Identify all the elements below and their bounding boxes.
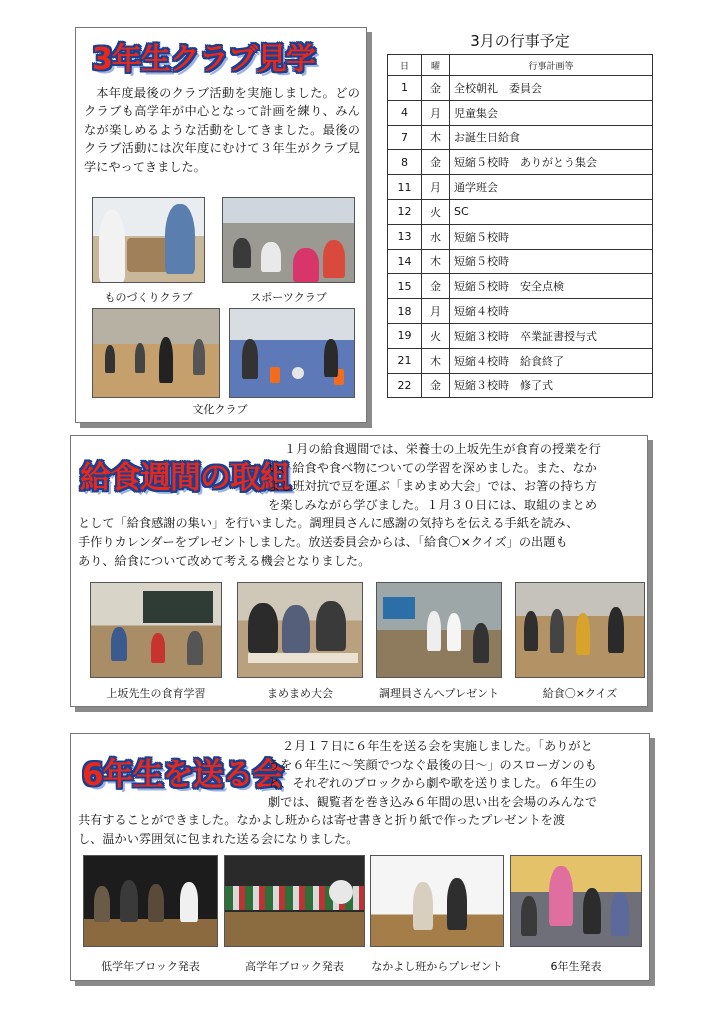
schedule-weekday: 月 — [422, 299, 450, 324]
schedule-day: 14 — [388, 249, 422, 274]
farewell-body-line: 劇では、観覧者を巻き込み６年間の思い出を会場のみんなで — [268, 794, 598, 809]
schedule-day: 1 — [388, 76, 422, 101]
table-row — [388, 175, 653, 200]
schedule-weekday: 水 — [422, 224, 450, 249]
photo-sports-club — [222, 197, 355, 283]
lunch-body-line: として「給食感謝の集い」を行いました。調理員さんに感謝の気持ちを伝える手紙を読み、 — [78, 516, 579, 531]
schedule-weekday: 木 — [422, 249, 450, 274]
lunch-body-line: １月の給食週間では、栄養士の上坂先生が食育の授業を行 — [284, 442, 601, 456]
photo-lunch-quiz — [515, 582, 645, 678]
caption-sports-club: スポーツクラブ — [250, 291, 327, 304]
schedule-weekday: 木 — [422, 348, 450, 373]
schedule-event: 短縮５校時 — [450, 249, 653, 274]
schedule-table — [387, 54, 653, 398]
table-row — [388, 299, 653, 324]
farewell-section-body — [78, 737, 644, 849]
table-row — [388, 348, 653, 373]
schedule-event: 短縮５校時 — [450, 224, 653, 249]
schedule-day: 19 — [388, 323, 422, 348]
lunch-body-line: を楽しみながら学びました。１月３０日には、取組のまとめ — [268, 497, 598, 512]
schedule-event: 全校朝礼 委員会 — [450, 76, 653, 101]
caption-sixth-grade-performance: 6年生発表 — [550, 960, 602, 973]
schedule-event: 短縮３校時 卒業証書授与式 — [450, 323, 653, 348]
schedule-header-row — [388, 55, 653, 76]
schedule-event: 児童集会 — [450, 100, 653, 125]
farewell-body-line: と、それぞれのブロックから劇や歌を送りました。６年生の — [268, 776, 597, 791]
caption-culture-club: 文化クラブ — [192, 403, 248, 416]
schedule-day: 4 — [388, 100, 422, 125]
club-section-title: 3年生クラブ見学 — [92, 42, 315, 77]
schedule-weekday: 金 — [422, 274, 450, 299]
schedule-weekday: 火 — [422, 323, 450, 348]
farewell-body-line: し、温かい雰囲気に包まれた送る会になりました。 — [78, 831, 359, 846]
table-row — [388, 76, 653, 101]
photo-culture-club-1 — [92, 308, 220, 398]
table-row — [388, 125, 653, 150]
table-row — [388, 224, 653, 249]
schedule-event: 短縮５校時 安全点検 — [450, 274, 653, 299]
schedule-event: 短縮４校時 給食終了 — [450, 348, 653, 373]
photo-mamemame-contest — [237, 582, 363, 678]
lunch-section-body — [78, 440, 643, 570]
caption-nutrition-lesson: 上坂先生の食育学習 — [106, 687, 206, 700]
schedule-header-event: 行事計画等 — [450, 55, 653, 76]
photo-present-to-cooks — [376, 582, 502, 678]
schedule-day: 21 — [388, 348, 422, 373]
schedule-day: 8 — [388, 150, 422, 175]
table-row — [388, 199, 653, 224]
schedule-weekday: 金 — [422, 373, 450, 398]
schedule-header-weekday: 曜 — [422, 55, 450, 76]
schedule-weekday: 金 — [422, 150, 450, 175]
lunch-body-line: 手作りカレンダーをプレゼントしました。放送委員会からは、「給食〇×クイズ」の出題も — [78, 534, 568, 549]
farewell-section-title: 6年生を送る会 — [82, 757, 283, 793]
schedule-weekday: 火 — [422, 199, 450, 224]
lunch-body-line: い、給食や食べ物についての学習を深めました。また、なか — [268, 460, 597, 475]
photo-culture-club-2 — [229, 308, 355, 398]
photo-upper-grade-performance — [224, 855, 365, 947]
schedule-event: 短縮４校時 — [450, 299, 653, 324]
table-row — [388, 249, 653, 274]
schedule-day: 18 — [388, 299, 422, 324]
schedule-event: 短縮３校時 修了式 — [450, 373, 653, 398]
farewell-body-line: うを６年生に～笑顔でつなぐ最後の日～」のスローガンのも — [268, 757, 597, 772]
schedule-title: 3月の行事予定 — [470, 32, 570, 50]
table-row — [388, 274, 653, 299]
lunch-body-line: あり、給食について改めて考える機会となりました。 — [78, 553, 371, 568]
schedule-day: 11 — [388, 175, 422, 200]
lunch-body-line: よし班対抗で豆を運ぶ「まめまめ大会」では、お箸の持ち方 — [268, 479, 598, 494]
schedule-event: お誕生日給食 — [450, 125, 653, 150]
club-section-body: 本年度最後のクラブ活動を実施しました。どのクラブも高学年が中心となって計画を練り、みんなが楽しめるような活動をしてきました。最後のクラブ活動には次年度にむけて３年生がクラブ見学にやってきました。 — [84, 86, 360, 174]
schedule-weekday: 金 — [422, 76, 450, 101]
caption-lunch-quiz: 給食〇×クイズ — [542, 687, 618, 700]
photo-sixth-grade-performance — [510, 855, 642, 947]
schedule-header-day: 日 — [388, 55, 422, 76]
photo-nakayoshi-present — [370, 855, 504, 947]
farewell-body-line: ２月１７日に６年生を送る会を実施しました。「ありがと — [282, 739, 593, 753]
caption-mamemame-contest: まめまめ大会 — [267, 687, 333, 700]
schedule-event: 短縮５校時 ありがとう集会 — [450, 150, 653, 175]
table-row — [388, 150, 653, 175]
schedule-day: 22 — [388, 373, 422, 398]
schedule-day: 12 — [388, 199, 422, 224]
caption-upper-grade-performance: 高学年ブロック発表 — [245, 960, 344, 973]
schedule-weekday: 月 — [422, 175, 450, 200]
photo-nutrition-lesson — [90, 582, 222, 678]
photo-lower-grade-performance — [83, 855, 218, 947]
schedule-event: SC — [450, 199, 653, 224]
caption-nakayoshi-present: なかよし班からプレゼント — [371, 960, 503, 973]
farewell-body-line: 共有することができました。なかよし班からは寄せ書きと折り紙で作ったプレゼントを渡 — [78, 813, 566, 828]
table-row — [388, 373, 653, 398]
photo-craft-club — [92, 197, 205, 283]
schedule-day: 15 — [388, 274, 422, 299]
schedule-day: 13 — [388, 224, 422, 249]
caption-craft-club: ものづくりクラブ — [104, 291, 193, 304]
schedule-day: 7 — [388, 125, 422, 150]
schedule-weekday: 木 — [422, 125, 450, 150]
table-row — [388, 100, 653, 125]
schedule-event: 通学班会 — [450, 175, 653, 200]
schedule-weekday: 月 — [422, 100, 450, 125]
table-row — [388, 323, 653, 348]
lunch-section-title: 給食週間の取組 — [80, 460, 290, 496]
caption-lower-grade-performance: 低学年ブロック発表 — [101, 960, 200, 973]
caption-present-to-cooks: 調理員さんへプレゼント — [378, 687, 499, 700]
